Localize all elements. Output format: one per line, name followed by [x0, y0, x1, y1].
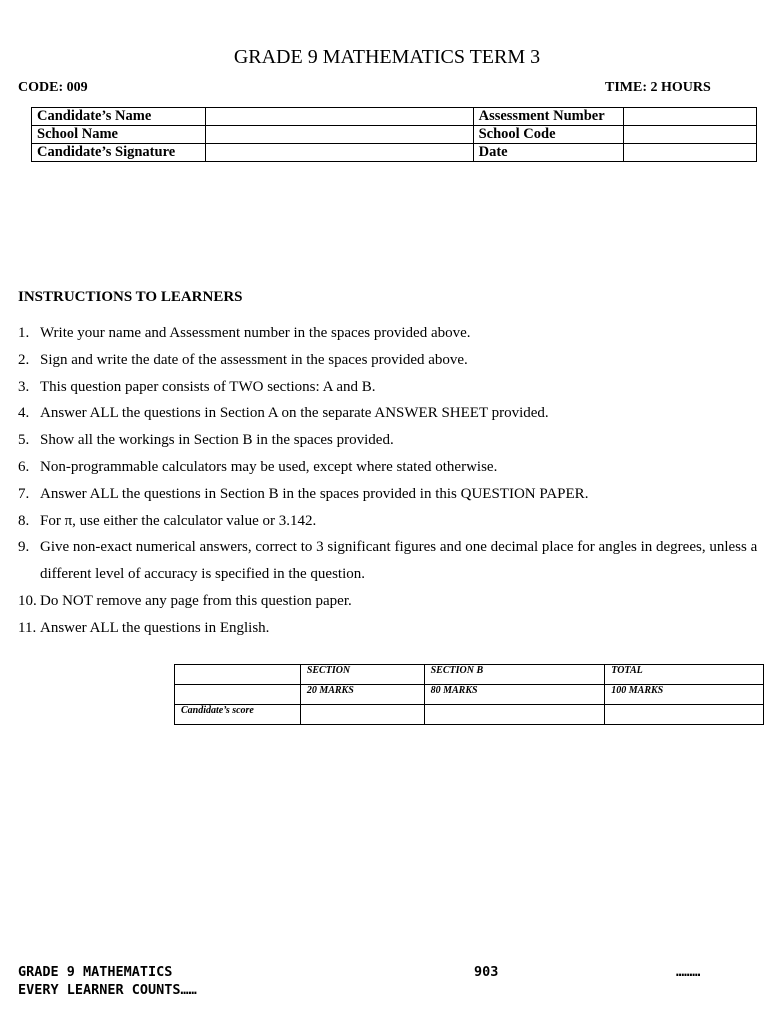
document-title: GRADE 9 MATHEMATICS TERM 3 — [233, 46, 541, 68]
table-row — [32, 108, 757, 126]
item-number: 11. — [18, 619, 37, 636]
list-item — [18, 454, 758, 481]
section-a-marks: 20 MARKS — [300, 685, 424, 705]
candidate-name-field[interactable] — [206, 108, 473, 126]
table-row — [175, 685, 764, 705]
item-number: 4. — [18, 405, 30, 422]
table-cell — [175, 665, 301, 685]
list-item — [18, 481, 758, 508]
item-text: Write your name and Assessment number in the spaces provided above. — [40, 325, 471, 341]
item-text: Give non-exact numerical answers, correct to 3 significant figures and one decimal place for angles in degrees, unless a different level of accuracy is specified in the question. — [40, 539, 758, 583]
instructions-list — [18, 320, 758, 642]
item-text: Sign and write the date of the assessment in the spaces provided above. — [40, 351, 468, 368]
item-number: 9. — [18, 539, 30, 556]
footer-page-number: 903 — [474, 964, 499, 980]
item-text: Answer ALL the questions in Section B in the spaces provided in this QUESTION PAPER. — [40, 485, 589, 502]
school-code-label: School Code — [473, 126, 623, 144]
list-item — [18, 534, 758, 588]
exam-code: CODE: 009 — [18, 80, 88, 95]
item-number: 10. — [18, 592, 37, 609]
section-a-header: SECTION — [300, 665, 424, 685]
footer-subject: GRADE 9 MATHEMATICS — [18, 964, 173, 980]
total-marks: 100 MARKS — [605, 685, 764, 705]
table-row — [32, 126, 757, 144]
instructions-heading: INSTRUCTIONS TO LEARNERS — [18, 289, 243, 305]
candidate-signature-field[interactable] — [206, 144, 473, 162]
item-text: Show all the workings in Section B in the spaces provided. — [40, 432, 394, 449]
section-b-score-field[interactable] — [424, 705, 605, 725]
footer-motto: EVERY LEARNER COUNTS…… — [18, 982, 197, 998]
item-number: 8. — [18, 512, 30, 529]
list-item — [18, 615, 758, 642]
school-code-field[interactable] — [623, 126, 756, 144]
list-item — [18, 347, 758, 374]
table-row — [175, 665, 764, 685]
school-name-field[interactable] — [206, 126, 473, 144]
total-header: TOTAL — [605, 665, 764, 685]
marks-table — [174, 664, 764, 725]
item-number: 2. — [18, 351, 30, 368]
candidate-info-table — [31, 107, 757, 162]
total-score-field[interactable] — [605, 705, 764, 725]
item-number: 3. — [18, 378, 30, 395]
item-text: For π, use either the calculator value or 3.142. — [40, 512, 317, 529]
section-a-score-field[interactable] — [300, 705, 424, 725]
list-item — [18, 588, 758, 615]
assessment-number-field[interactable] — [623, 108, 756, 126]
item-text: Answer ALL the questions in English. — [40, 619, 270, 636]
candidates-score-label: Candidate’s score — [175, 705, 301, 725]
item-text: Answer ALL the questions in Section A on the separate ANSWER SHEET provided. — [40, 405, 549, 422]
list-item — [18, 320, 758, 347]
list-item — [18, 374, 758, 401]
candidate-name-label: Candidate’s Name — [32, 108, 206, 126]
date-field[interactable] — [623, 144, 756, 162]
list-item — [18, 427, 758, 454]
section-b-marks: 80 MARKS — [424, 685, 605, 705]
footer-dots: ……… — [676, 964, 701, 980]
item-number: 1. — [18, 325, 30, 341]
item-text: This question paper consists of TWO sections: A and B. — [40, 378, 376, 395]
list-item — [18, 400, 758, 427]
assessment-number-label: Assessment Number — [473, 108, 623, 126]
school-name-label: School Name — [32, 126, 206, 144]
list-item — [18, 508, 758, 535]
item-text: Non-programmable calculators may be used, except where stated otherwise. — [40, 458, 498, 475]
item-number: 5. — [18, 432, 30, 449]
table-row — [32, 144, 757, 162]
exam-time: TIME: 2 HOURS — [605, 80, 711, 95]
item-text: Do NOT remove any page from this question paper. — [40, 592, 352, 609]
date-label: Date — [473, 144, 623, 162]
item-number: 7. — [18, 485, 30, 502]
table-row — [175, 705, 764, 725]
candidate-signature-label: Candidate’s Signature — [32, 144, 206, 162]
item-number: 6. — [18, 458, 30, 475]
section-b-header: SECTION B — [424, 665, 605, 685]
table-cell — [175, 685, 301, 705]
